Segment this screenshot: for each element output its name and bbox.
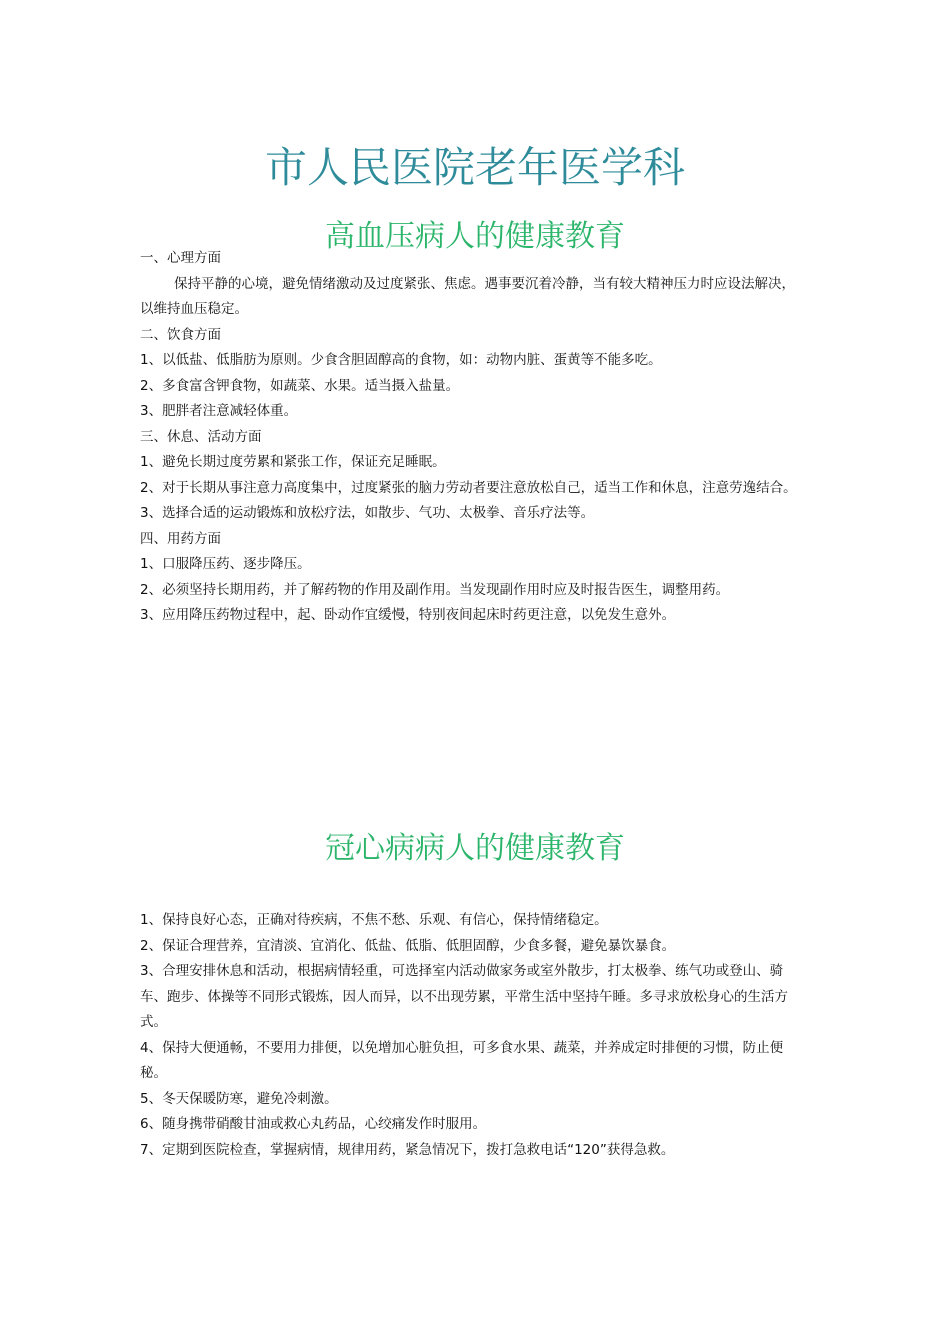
psychology-paragraph: 保持平静的心境，避免情绪激动及过度紧张、焦虑。遇事要沉着冷静，当有较大精神压力时应设法解决，以维持血压稳定。 — [140, 275, 795, 317]
coronary-item: 7、定期到医院检查，掌握病情，规律用药，紧急情况下，拨打急救电话“120”获得急救。 — [140, 1141, 675, 1158]
rest-activity-item: 2、对于长期从事注意力高度集中，过度紧张的脑力劳动者要注意放松自己，适当工作和休息，注意劳逸结合。 — [140, 479, 797, 496]
medication-item: 2、必须坚持长期用药，并了解药物的作用及副作用。当发现副作用时应及时报告医生，调整用药。 — [140, 581, 730, 598]
medication-item: 3、应用降压药物过程中，起、卧动作宜缓慢，特别夜间起床时药更注意，以免发生意外。 — [140, 607, 676, 623]
coronary-item: 2、保证合理营养，宜清淡、宜消化、低盐、低脂、低胆固醇，少食多餐，避免暴饮暴食。 — [140, 937, 676, 954]
coronary-section-body — [140, 908, 808, 1163]
coronary-section-title: 冠心病病人的健康教育 — [325, 830, 625, 866]
coronary-item: 3、合理安排休息和活动，根据病情轻重，可选择室内活动做家务或室外散步，打太极拳、练气功或登山、骑车、跑步、体操等不同形式锻炼，因人而异，以不出现劳累，平常生活中坚持午睡。多寻求放松身心的生活方式。 — [140, 963, 788, 1030]
coronary-item: 6、随身携带硝酸甘油或救心丸药品，心绞痛发作时服用。 — [140, 1116, 487, 1132]
coronary-item: 1、保持良好心态，正确对待疾病，不焦不愁、乐观、有信心，保持情绪稳定。 — [140, 912, 608, 928]
rest-activity-item: 3、选择合适的运动锻炼和放松疗法，如散步、气功、太极拳、音乐疗法等。 — [140, 505, 595, 521]
hypertension-section-body — [140, 246, 808, 629]
rest-activity-item: 1、避免长期过度劳累和紧张工作，保证充足睡眠。 — [140, 454, 446, 470]
medication-heading: 四、用药方面 — [140, 530, 221, 547]
department-title: 市人民医院老年医学科 — [264, 143, 685, 193]
hypertension-section-title: 高血压病人的健康教育 — [325, 218, 625, 254]
diet-item: 2、多食富含钾食物，如蔬菜、水果。适当摄入盐量。 — [140, 377, 460, 394]
rest-activity-heading: 三、休息、活动方面 — [140, 428, 262, 445]
diet-item: 1、以低盐、低脂肪为原则。少食含胆固醇高的食物，如：动物内脏、蛋黄等不能多吃。 — [140, 352, 662, 368]
coronary-item: 4、保持大便通畅，不要用力排便，以免增加心脏负担，可多食水果、蔬菜，并养成定时排便的习惯，防止便秘。 — [140, 1039, 784, 1081]
diet-heading: 二、饮食方面 — [140, 326, 221, 343]
psychology-heading: 一、心理方面 — [140, 250, 221, 266]
coronary-item: 5、冬天保暖防寒，避免冷刺激。 — [140, 1090, 338, 1107]
diet-item: 3、肥胖者注意减轻体重。 — [140, 403, 298, 419]
medication-item: 1、口服降压药、逐步降压。 — [140, 556, 311, 572]
